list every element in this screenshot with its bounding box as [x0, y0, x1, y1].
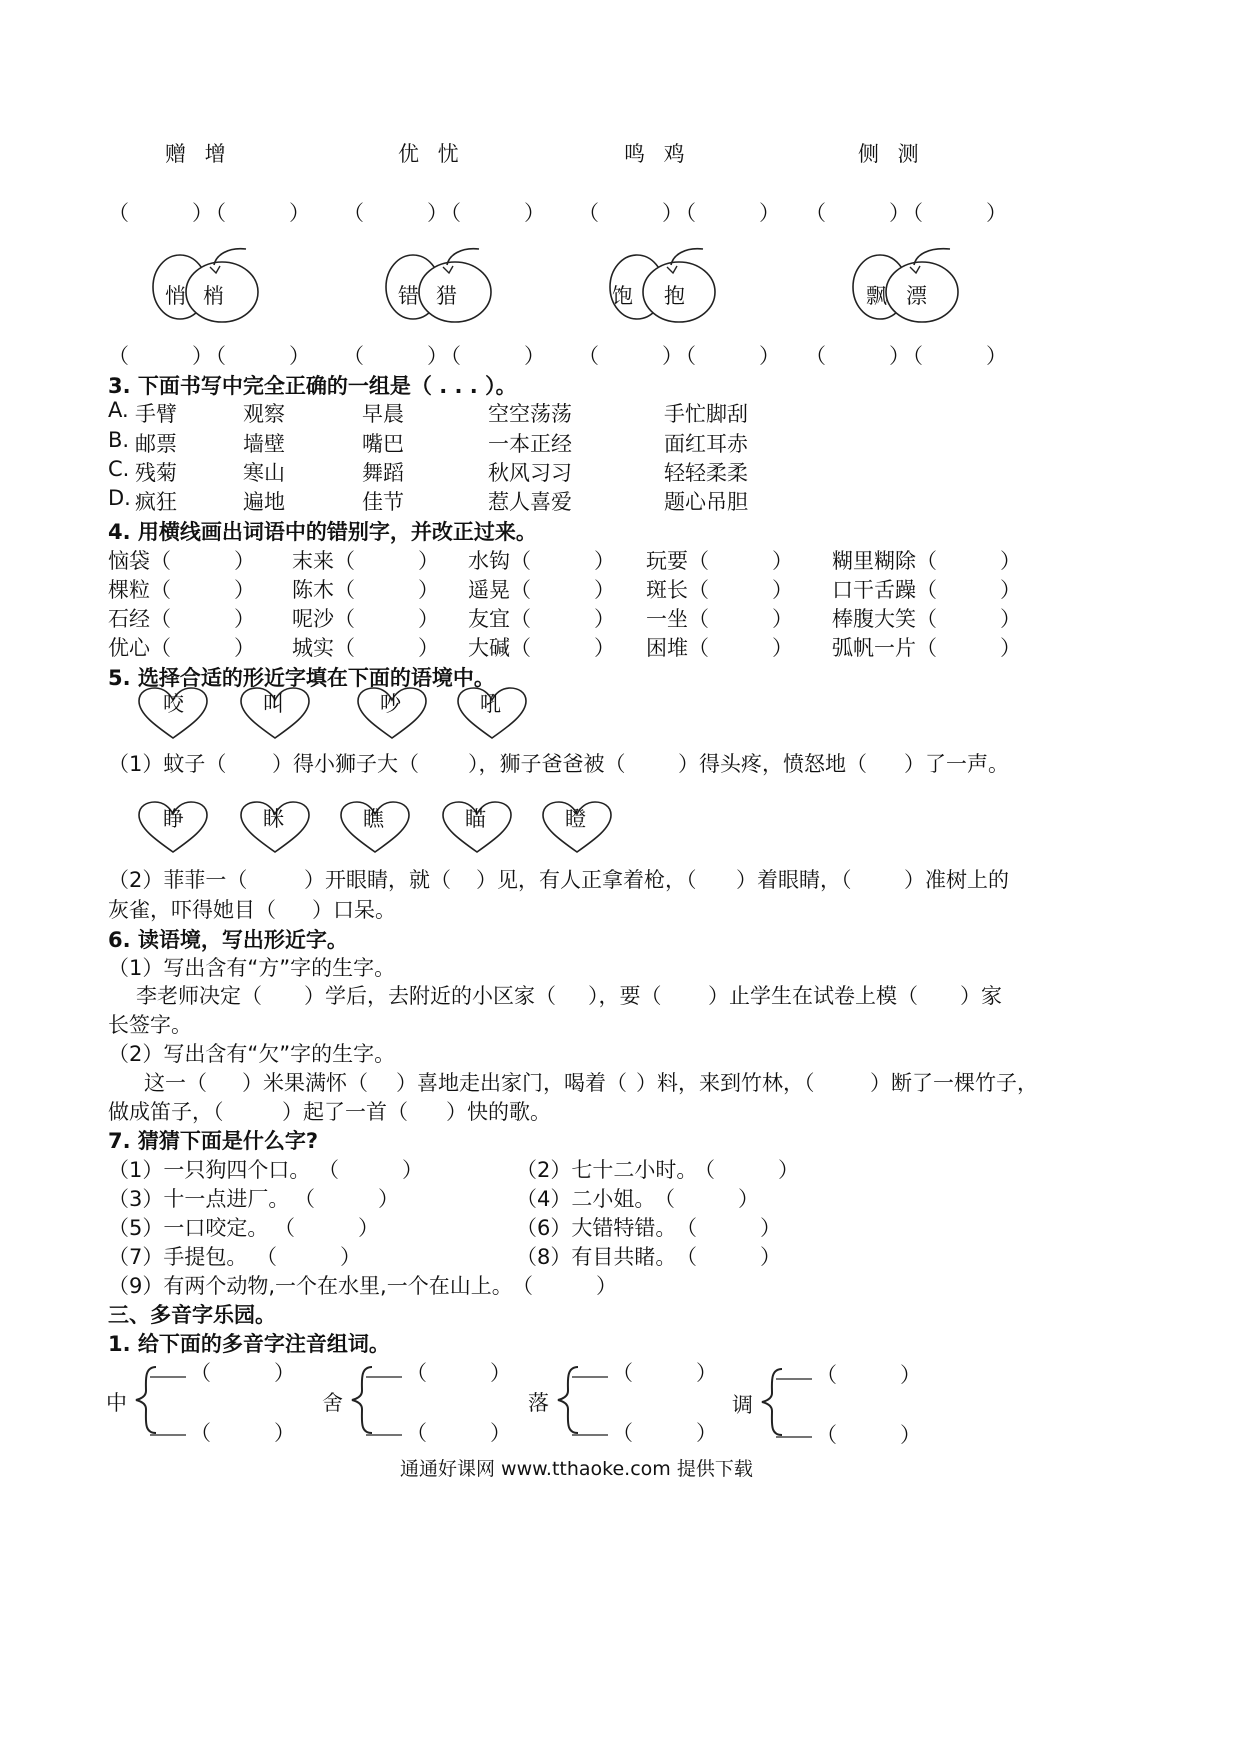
answer-blank[interactable]: （ ） — [334, 578, 439, 602]
sentence-part: ），要（ — [588, 984, 662, 1008]
sentence-part: ）起了一首（ — [282, 1100, 408, 1124]
q6-part1-title: （1）写出含有“方”字的生字。 — [108, 956, 396, 980]
sentence-part: 李老师决定（ — [136, 984, 262, 1008]
answer-blank[interactable]: （ ） — [318, 1158, 423, 1182]
apple-char: 梢 — [203, 284, 224, 308]
answer-blank[interactable]: （ ） — [406, 1361, 511, 1385]
riddle-item: （5）一口咬定。 — [108, 1216, 269, 1240]
pair-text: 侧 测 — [858, 142, 925, 166]
heart-char: 吵 — [380, 692, 401, 716]
option-word: 墙壁 — [243, 432, 285, 456]
polyphone-char: 舍 — [322, 1391, 343, 1415]
option-word: 轻轻柔柔 — [664, 461, 748, 485]
sentence-part: （1）蚊子（ — [108, 752, 227, 776]
heart-option — [338, 800, 412, 856]
apple-pair — [607, 245, 717, 325]
heart-option — [238, 686, 312, 742]
polyphone-char: 落 — [528, 1391, 549, 1415]
answer-blank[interactable]: （ ） — [150, 607, 255, 631]
word-item: 玩要 — [646, 549, 688, 573]
option-word: 疯狂 — [135, 490, 177, 514]
answer-blank[interactable]: （ ） — [676, 1216, 781, 1240]
sentence-part: ）快的歌。 — [446, 1100, 551, 1124]
option-word: 早晨 — [362, 402, 404, 426]
option-word: 手臂 — [135, 402, 177, 426]
heart-char: 叫 — [263, 692, 284, 716]
answer-blank[interactable]: （ ） — [805, 201, 910, 225]
polyphone-char: 中 — [106, 1391, 127, 1415]
answer-blank[interactable]: （ ） — [334, 636, 439, 660]
sentence-part: ）着眼睛，（ — [736, 868, 852, 892]
apple-char: 飘 — [866, 284, 887, 308]
word-item: 一坐 — [646, 607, 688, 631]
option-word: 遍地 — [243, 490, 285, 514]
option-word: 邮票 — [135, 432, 177, 456]
word-item: 口干舌躁 — [832, 578, 916, 602]
answer-blank[interactable]: （ ） — [694, 1158, 799, 1182]
polyphone-group — [320, 1355, 520, 1445]
footer-text: 通通好课网 www.tthaoke.com 提供下载 — [400, 1458, 753, 1480]
heart-option — [136, 686, 210, 742]
sentence-part: ）米果满怀（ — [242, 1071, 368, 1095]
sentence-part: 这一（ — [144, 1071, 207, 1095]
section-3-title: 三、多音字乐园。 — [108, 1303, 276, 1327]
riddle-item: （2）七十二小时。 — [516, 1158, 698, 1182]
sentence-part: ），狮子爸爸被（ — [468, 752, 626, 776]
answer-blank[interactable]: （ ） — [150, 578, 255, 602]
answer-blank[interactable]: （ ） — [916, 578, 1021, 602]
answer-blank[interactable]: （ ） — [578, 344, 683, 368]
s3-q1-title: 1. 给下面的多音字注音组词。 — [108, 1332, 390, 1356]
word-item: 友宜 — [468, 607, 510, 631]
answer-blank[interactable]: （ ） — [150, 636, 255, 660]
answer-blank[interactable]: （ ） — [612, 1421, 717, 1445]
option-word: 佳节 — [362, 490, 404, 514]
answer-blank[interactable]: （ ） — [676, 1245, 781, 1269]
answer-blank[interactable]: （ ） — [205, 201, 310, 225]
option-word: 题心吊胆 — [664, 490, 748, 514]
heart-option — [355, 686, 429, 742]
answer-blank[interactable]: （ ） — [902, 344, 1007, 368]
option-word: 空空荡荡 — [488, 402, 572, 426]
q6-title: 6. 读语境，写出形近字。 — [108, 928, 348, 952]
option-word: 手忙脚刮 — [664, 402, 748, 426]
answer-blank[interactable]: （ ） — [108, 344, 213, 368]
word-item: 弧帆一片 — [832, 636, 916, 660]
polyphone-group — [526, 1355, 726, 1445]
apple-char: 猎 — [436, 284, 457, 308]
option-letter[interactable]: B. — [108, 428, 130, 452]
answer-blank[interactable]: （ ） — [334, 549, 439, 573]
answer-blank[interactable]: （ ） — [406, 1421, 511, 1445]
answer-blank[interactable]: （ ） — [108, 201, 213, 225]
word-item: 棒腹大笑 — [832, 607, 916, 631]
polyphone-group — [104, 1355, 304, 1445]
heart-char: 瞪 — [565, 807, 586, 831]
apple-char: 饱 — [612, 284, 633, 308]
answer-blank[interactable]: （ ） — [816, 1423, 921, 1447]
answer-blank[interactable]: （ ） — [274, 1216, 379, 1240]
answer-blank[interactable]: （ ） — [578, 201, 683, 225]
answer-blank[interactable]: （ ） — [675, 201, 780, 225]
answer-blank[interactable]: （ ） — [805, 344, 910, 368]
answer-blank[interactable]: （ ） — [150, 549, 255, 573]
word-item: 陈木 — [292, 578, 334, 602]
answer-blank[interactable]: （ ） — [816, 1363, 921, 1387]
word-item: 糊里糊除 — [832, 549, 916, 573]
pair-text: 赠 增 — [165, 142, 232, 166]
word-item: 恼袋 — [108, 549, 150, 573]
answer-blank[interactable]: （ ） — [334, 607, 439, 631]
answer-blank[interactable]: （ ） — [916, 549, 1021, 573]
heart-char: 吼 — [480, 692, 501, 716]
heart-option — [238, 800, 312, 856]
word-item: 城实 — [292, 636, 334, 660]
riddle-item: （4）二小姐。 — [516, 1187, 656, 1211]
heart-char: 睁 — [163, 807, 184, 831]
pair-text: 优 忧 — [398, 142, 465, 166]
word-item: 大碱 — [468, 636, 510, 660]
riddle-item: （7）手提包。 — [108, 1245, 248, 1269]
q7-title: 7. 猜猜下面是什么字? — [108, 1129, 319, 1153]
answer-blank[interactable]: （ ） — [688, 578, 793, 602]
apple-pair — [850, 245, 965, 325]
sentence-part: ）学后，去附近的小区家（ — [304, 984, 556, 1008]
answer-blank[interactable]: （ ） — [688, 636, 793, 660]
sentence-part: ）家 — [960, 984, 1002, 1008]
sentence-part: ）准树上的 — [904, 868, 1009, 892]
sentence-part: ）口呆。 — [312, 898, 396, 922]
apple-char: 漂 — [906, 284, 927, 308]
option-word: 面红耳赤 — [664, 432, 748, 456]
answer-blank[interactable]: （ ） — [510, 636, 615, 660]
sentence-part: 灰雀，吓得她目（ — [108, 898, 276, 922]
answer-blank[interactable]: （ ） — [205, 344, 310, 368]
sentence-part: ）料，来到竹林，（ — [636, 1071, 815, 1095]
option-word: 惹人喜爱 — [488, 490, 572, 514]
option-word: 舞蹈 — [362, 461, 404, 485]
sentence-part: （2）菲菲一（ — [108, 868, 248, 892]
q3-title: 3. 下面书写中完全正确的一组是（ . . . ）。 — [108, 374, 517, 398]
sentence-part: 长签字。 — [108, 1013, 192, 1037]
answer-blank[interactable]: （ ） — [675, 344, 780, 368]
word-item: 斑长 — [646, 578, 688, 602]
option-word: 残菊 — [135, 461, 177, 485]
apple-char: 抱 — [664, 284, 685, 308]
word-item: 棵粒 — [108, 578, 150, 602]
answer-blank[interactable]: （ ） — [343, 201, 448, 225]
word-item: 末来 — [292, 549, 334, 573]
word-item: 石经 — [108, 607, 150, 631]
sentence-part: ）止学生在试卷上模（ — [708, 984, 918, 1008]
sentence-part: ）见，有人正拿着枪，（ — [476, 868, 697, 892]
riddle-item: （3）十一点进厂。 — [108, 1187, 290, 1211]
word-item: 呢沙 — [292, 607, 334, 631]
sentence-part: ）了一声。 — [904, 752, 1009, 776]
answer-blank[interactable]: （ ） — [190, 1361, 295, 1385]
word-item: 遥晃 — [468, 578, 510, 602]
answer-blank[interactable]: （ ） — [440, 344, 545, 368]
heart-option — [455, 686, 529, 742]
heart-char: 瞧 — [363, 807, 384, 831]
answer-blank[interactable]: （ ） — [612, 1361, 717, 1385]
heart-option — [540, 800, 614, 856]
option-word: 嘴巴 — [362, 432, 404, 456]
q6-part2-title: （2）写出含有“欠”字的生字。 — [108, 1042, 396, 1066]
q4-title: 4. 用横线画出词语中的错别字，并改正过来。 — [108, 520, 537, 544]
heart-option — [136, 800, 210, 856]
word-item: 优心 — [108, 636, 150, 660]
sentence-part: ）得头疼，愤怒地（ — [678, 752, 867, 776]
riddle-item: （8）有目共睹。 — [516, 1245, 677, 1269]
word-item: 水钩 — [468, 549, 510, 573]
option-word: 寒山 — [243, 461, 285, 485]
riddle-item: （1）一只狗四个口。 — [108, 1158, 311, 1182]
sentence-part: ）开眼睛，就（ — [304, 868, 451, 892]
option-word: 一本正经 — [488, 432, 572, 456]
heart-char: 眯 — [263, 807, 284, 831]
riddle-item: （9）有两个动物,一个在水里,一个在山上。 — [108, 1274, 513, 1298]
sentence-part: ）得小狮子大（ — [272, 752, 419, 776]
option-word: 观察 — [243, 402, 285, 426]
polyphone-group — [730, 1357, 930, 1447]
answer-blank[interactable]: （ ） — [256, 1245, 361, 1269]
option-letter[interactable]: C. — [108, 457, 130, 481]
heart-option — [440, 800, 514, 856]
option-word: 秋风习习 — [488, 461, 572, 485]
option-letter[interactable]: D. — [108, 486, 131, 510]
answer-blank[interactable]: （ ） — [916, 636, 1021, 660]
sentence-part: ）断了一棵竹子， — [870, 1071, 1038, 1095]
answer-blank[interactable]: （ ） — [688, 607, 793, 631]
answer-blank[interactable]: （ ） — [343, 344, 448, 368]
answer-blank[interactable]: （ ） — [190, 1421, 295, 1445]
answer-blank[interactable]: （ ） — [510, 607, 615, 631]
answer-blank[interactable]: （ ） — [688, 549, 793, 573]
option-letter[interactable]: A. — [108, 398, 129, 422]
sentence-part: ）喜地走出家门，喝着（ — [396, 1071, 627, 1095]
heart-char: 咬 — [163, 692, 184, 716]
apple-char: 错 — [398, 284, 419, 308]
polyphone-char: 调 — [732, 1393, 753, 1417]
answer-blank[interactable]: （ ） — [902, 201, 1007, 225]
answer-blank[interactable]: （ ） — [294, 1187, 399, 1211]
answer-blank[interactable]: （ ） — [440, 201, 545, 225]
apple-char: 悄 — [165, 284, 186, 308]
word-item: 困堆 — [646, 636, 688, 660]
riddle-item: （6）大错特错。 — [516, 1216, 677, 1240]
sentence-part: 做成笛子，（ — [108, 1100, 224, 1124]
apple-pair — [150, 245, 260, 325]
apple-pair — [383, 245, 493, 325]
answer-blank[interactable]: （ ） — [916, 607, 1021, 631]
answer-blank[interactable]: （ ） — [654, 1187, 759, 1211]
answer-blank[interactable]: （ ） — [512, 1274, 617, 1298]
answer-blank[interactable]: （ ） — [510, 578, 615, 602]
answer-blank[interactable]: （ ） — [510, 549, 615, 573]
q5-title: 5. 选择合适的形近字填在下面的语境中。 — [108, 666, 495, 690]
pair-text: 鸣 鸡 — [624, 142, 691, 166]
heart-char: 瞄 — [465, 807, 486, 831]
